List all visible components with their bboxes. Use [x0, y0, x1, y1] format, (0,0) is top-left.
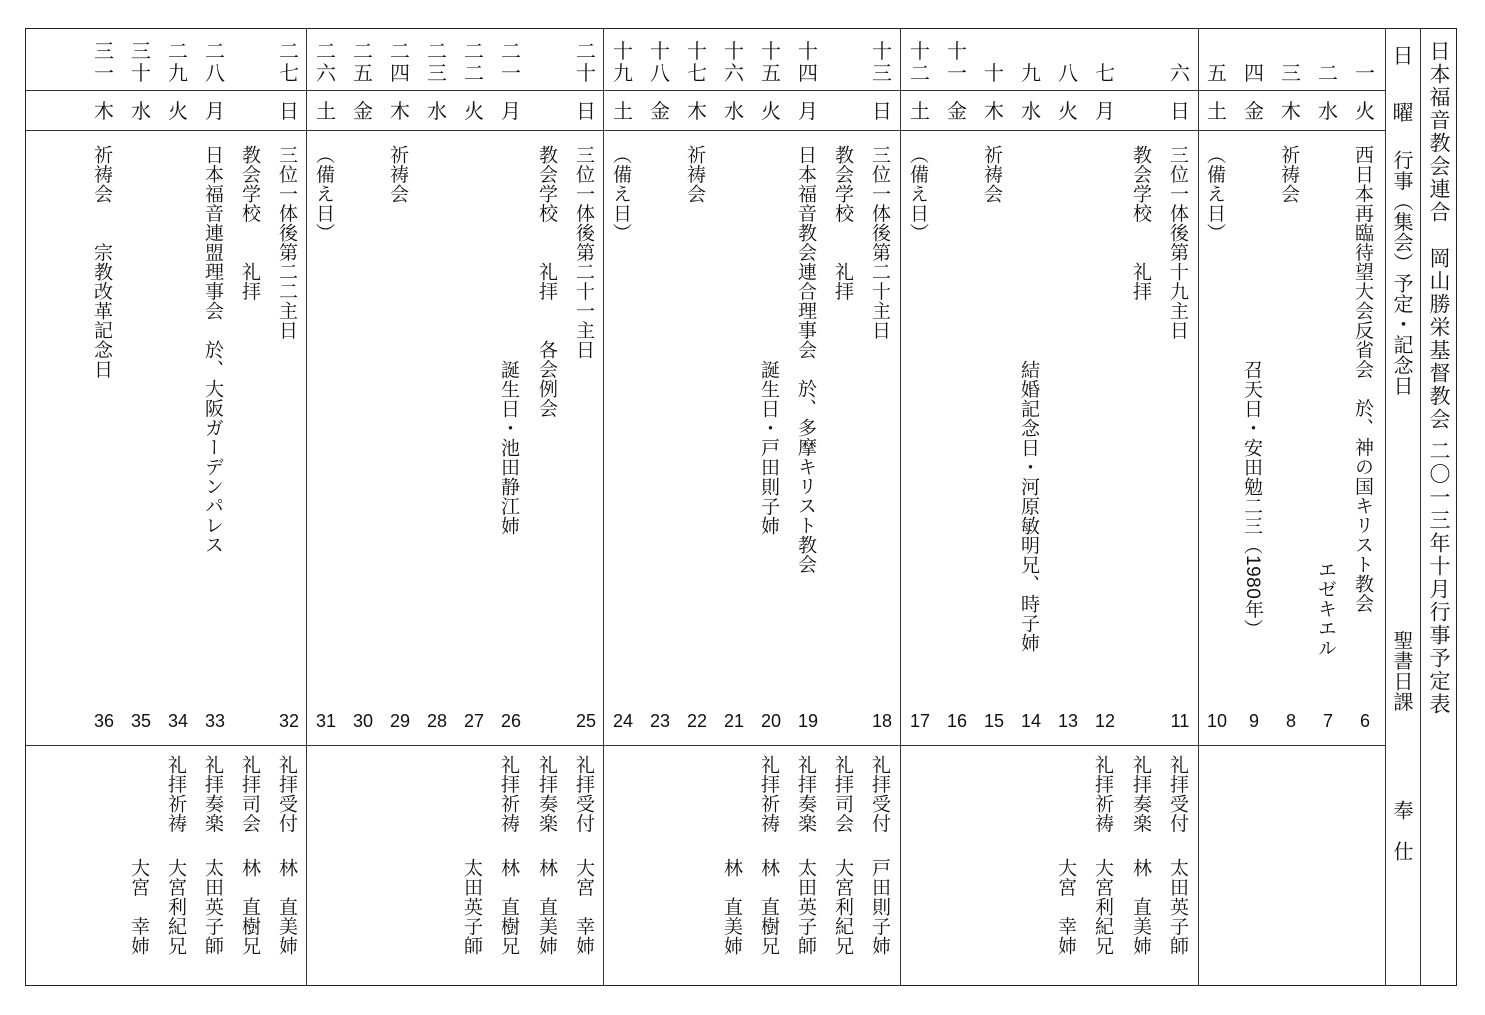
day-number: 二 九: [168, 39, 188, 85]
day-number: 二 五: [353, 39, 373, 85]
day-of-week: 木: [1281, 99, 1301, 123]
service-role: 礼拝奏楽: [202, 755, 224, 833]
day-number: 八: [1058, 61, 1078, 85]
service-role: 礼拝受付: [573, 755, 595, 833]
week-divider-4: [306, 28, 307, 986]
event-text: 日本福音教会連合理事会 於、多摩キリスト教会: [795, 145, 817, 574]
day-number: 一: [1355, 61, 1375, 85]
bible-chapter: 25: [575, 711, 597, 731]
event-text: 三位一体後第二二主日: [276, 145, 298, 340]
day-of-week: 土: [1207, 99, 1227, 123]
bible-chapter: 14: [1020, 711, 1042, 731]
service-role: 礼拝受付: [276, 755, 298, 833]
bible-chapter: 8: [1285, 711, 1296, 731]
bible-chapter: 19: [797, 711, 819, 731]
bible-chapter: 17: [909, 711, 931, 731]
event-text: （備え日）: [610, 145, 632, 243]
bible-chapter: 18: [871, 711, 893, 731]
day-number: 二 十: [576, 39, 596, 85]
day-number: 十 二: [910, 39, 930, 85]
service-role: 礼拝司会: [832, 755, 854, 833]
service-person: 林 直美姉: [721, 858, 743, 956]
service-person: 太田英子師: [1167, 858, 1189, 956]
bible-chapter: 13: [1057, 711, 1079, 731]
document-title-org: 日本福音教会連合 岡山勝栄基督教会: [1427, 40, 1451, 431]
bible-chapter: 27: [463, 711, 485, 731]
day-of-week: 火: [168, 99, 188, 123]
day-of-week: 火: [1355, 99, 1375, 123]
day-number: 七: [1095, 61, 1115, 85]
event-text: 祈祷会: [387, 145, 409, 204]
bible-chapter: 24: [612, 711, 634, 731]
bible-chapter: 7: [1322, 711, 1333, 731]
service-role: 礼拝奏楽: [536, 755, 558, 833]
day-number: 十: [984, 61, 1004, 85]
header-row-divider: [25, 90, 1385, 91]
event-year: 1980年: [1242, 555, 1263, 619]
day-number: 十 三: [872, 39, 892, 85]
service-person: 戸田則子姉: [869, 858, 891, 956]
day-number: 三: [1281, 61, 1301, 85]
day-of-week: 土: [613, 99, 633, 123]
service-person: 林 直樹兄: [498, 858, 520, 956]
service-person: 林 直美姉: [1130, 858, 1152, 956]
day-number: 四: [1244, 61, 1264, 85]
day-of-week: 日: [576, 99, 596, 123]
event-note: エゼキエル: [1315, 560, 1337, 658]
service-person: 林 直樹兄: [758, 858, 780, 956]
service-person: 大宮 幸姉: [573, 858, 595, 956]
day-of-week: 日: [1170, 99, 1190, 123]
bible-chapter: 30: [352, 711, 374, 731]
header-column-divider: [1420, 28, 1421, 986]
bible-chapter: 11: [1170, 711, 1190, 731]
service-role: 礼拝祈祷: [758, 755, 780, 833]
label-column-divider: [1385, 28, 1386, 986]
event-text: 教会学校 礼拝: [239, 145, 261, 301]
day-number: 二 三: [427, 39, 447, 85]
service-row-divider: [25, 745, 1385, 746]
bible-chapter: 32: [278, 711, 300, 731]
bible-chapter: 26: [500, 711, 522, 731]
day-of-week: 日: [279, 99, 299, 123]
bible-column-label: 聖書日課: [1390, 630, 1414, 712]
event-text: （備え日）: [313, 145, 335, 243]
service-person: 大宮利紀兄: [1092, 858, 1114, 956]
week-divider-1: [1198, 28, 1199, 986]
day-of-week: 月: [1095, 99, 1115, 123]
service-person: 大宮 幸姉: [1055, 858, 1077, 956]
service-person: 林 直樹兄: [239, 858, 261, 956]
day-number: 十 八: [650, 39, 670, 85]
day-of-week: 木: [984, 99, 1004, 123]
day-number: 十 六: [724, 39, 744, 85]
bible-chapter: 12: [1094, 711, 1116, 731]
bible-chapter: 28: [426, 711, 448, 731]
day-number: 十 五: [761, 39, 781, 85]
day-of-week: 金: [650, 99, 670, 123]
bible-chapter: 22: [686, 711, 708, 731]
day-number: 二 四: [390, 39, 410, 85]
service-role: 礼拝司会: [239, 755, 261, 833]
day-number: 二 七: [279, 39, 299, 85]
event-text: （備え日）: [1204, 145, 1226, 243]
day-number: 五: [1207, 61, 1227, 85]
day-of-week: 火: [464, 99, 484, 123]
bible-chapter: 29: [389, 711, 411, 731]
service-role: 礼拝祈祷: [1092, 755, 1114, 833]
event-text: 日本福音連盟理事会 於、大阪ガーデンパレス: [202, 145, 224, 555]
bible-chapter: 23: [649, 711, 671, 731]
day-of-week: 月: [798, 99, 818, 123]
day-of-week: 水: [131, 99, 151, 123]
bible-chapter: 20: [760, 711, 782, 731]
service-person: 大宮利紀兄: [165, 858, 187, 956]
day-of-week: 土: [910, 99, 930, 123]
bible-chapter: 16: [946, 711, 968, 731]
event-text: 教会学校 礼拝: [832, 145, 854, 301]
day-number: 六: [1170, 61, 1190, 85]
day-column-label: 日: [1392, 44, 1414, 68]
service-role: 礼拝受付: [1167, 755, 1189, 833]
day-number: 十 九: [613, 39, 633, 85]
event-text: 三位一体後第十九主日: [1167, 145, 1189, 340]
day-number: 三 一: [94, 39, 114, 85]
day-of-week: 月: [501, 99, 521, 123]
bible-chapter: 33: [204, 711, 226, 731]
day-number: 二: [1318, 61, 1338, 85]
bible-chapter: 36: [93, 711, 115, 731]
service-role: 礼拝祈祷: [165, 755, 187, 833]
day-of-week: 水: [724, 99, 744, 123]
day-of-week: 月: [205, 99, 225, 123]
day-number: 十 七: [687, 39, 707, 85]
day-number: 十 一: [947, 39, 967, 85]
day-number: 二 一: [501, 39, 521, 85]
service-person: 太田英子師: [461, 858, 483, 956]
dow-column-label: 曜: [1392, 101, 1414, 125]
day-of-week: 日: [872, 99, 892, 123]
bible-chapter: 15: [983, 711, 1005, 731]
event-note-tail: ）: [1241, 618, 1263, 639]
event-text: 祈祷会: [684, 145, 706, 204]
dow-row-divider: [25, 130, 1385, 131]
service-role: 礼拝受付: [869, 755, 891, 833]
bible-chapter: 10: [1206, 711, 1228, 731]
service-person: 大宮 幸姉: [128, 858, 150, 956]
day-number: 九: [1021, 61, 1041, 85]
service-role: 礼拝祈祷: [498, 755, 520, 833]
event-note: 誕生日・戸田則子姉: [758, 360, 780, 536]
service-role: 礼拝奏楽: [795, 755, 817, 833]
event-text: 三位一体後第二十主日: [869, 145, 891, 340]
day-of-week: 火: [761, 99, 781, 123]
events-column-label: 行事（集会）予定・記念日: [1390, 150, 1414, 396]
service-person: 林 直美姉: [536, 858, 558, 956]
day-of-week: 木: [390, 99, 410, 123]
day-of-week: 金: [353, 99, 373, 123]
day-of-week: 木: [687, 99, 707, 123]
day-of-week: 金: [1244, 99, 1264, 123]
event-text: 祈祷会: [981, 145, 1003, 204]
event-text: 祈祷会 宗教改革記念日: [91, 145, 113, 379]
day-number: 三 十: [131, 39, 151, 85]
event-text: 教会学校 礼拝: [1130, 145, 1152, 301]
day-number: 二 八: [205, 39, 225, 85]
day-of-week: 水: [1021, 99, 1041, 123]
service-person: 太田英子師: [795, 858, 817, 956]
event-text: 西日本再臨待望大会反省会 於、神の国キリスト教会: [1352, 145, 1374, 613]
day-number: 二 二: [464, 39, 484, 85]
event-text: 祈祷会: [1278, 145, 1300, 204]
day-of-week: 水: [1318, 99, 1338, 123]
event-text: （備え日）: [907, 145, 929, 243]
bible-chapter: 31: [315, 711, 337, 731]
document-title: 二〇一三年十月行事予定表: [1427, 440, 1451, 716]
day-of-week: 金: [947, 99, 967, 123]
event-text: 教会学校 礼拝 各会例会: [536, 145, 558, 418]
bible-chapter: 9: [1248, 711, 1259, 731]
week-divider-3: [603, 28, 604, 986]
event-note: 召天日・安田勉二三（1980年）: [1241, 360, 1263, 639]
week-divider-2: [900, 28, 901, 986]
bible-chapter: 21: [723, 711, 745, 731]
day-of-week: 火: [1058, 99, 1078, 123]
event-text: 三位一体後第二十一主日: [573, 145, 595, 360]
day-of-week: 土: [316, 99, 336, 123]
day-of-week: 水: [427, 99, 447, 123]
service-column-label: 奉 仕: [1390, 800, 1414, 862]
day-of-week: 木: [94, 99, 114, 123]
service-person: 太田英子師: [202, 858, 224, 956]
service-person: 林 直美姉: [276, 858, 298, 956]
day-number: 二 六: [316, 39, 336, 85]
bible-chapter: 34: [167, 711, 189, 731]
service-person: 大宮利紀兄: [832, 858, 854, 956]
bible-chapter: 6: [1359, 711, 1370, 731]
day-number: 十 四: [798, 39, 818, 85]
service-role: 礼拝奏楽: [1130, 755, 1152, 833]
event-note: 誕生日・池田静江姉: [498, 360, 520, 536]
bible-chapter: 35: [130, 711, 152, 731]
event-note: 結婚記念日・河原敏明兄、時子姉: [1018, 360, 1040, 653]
